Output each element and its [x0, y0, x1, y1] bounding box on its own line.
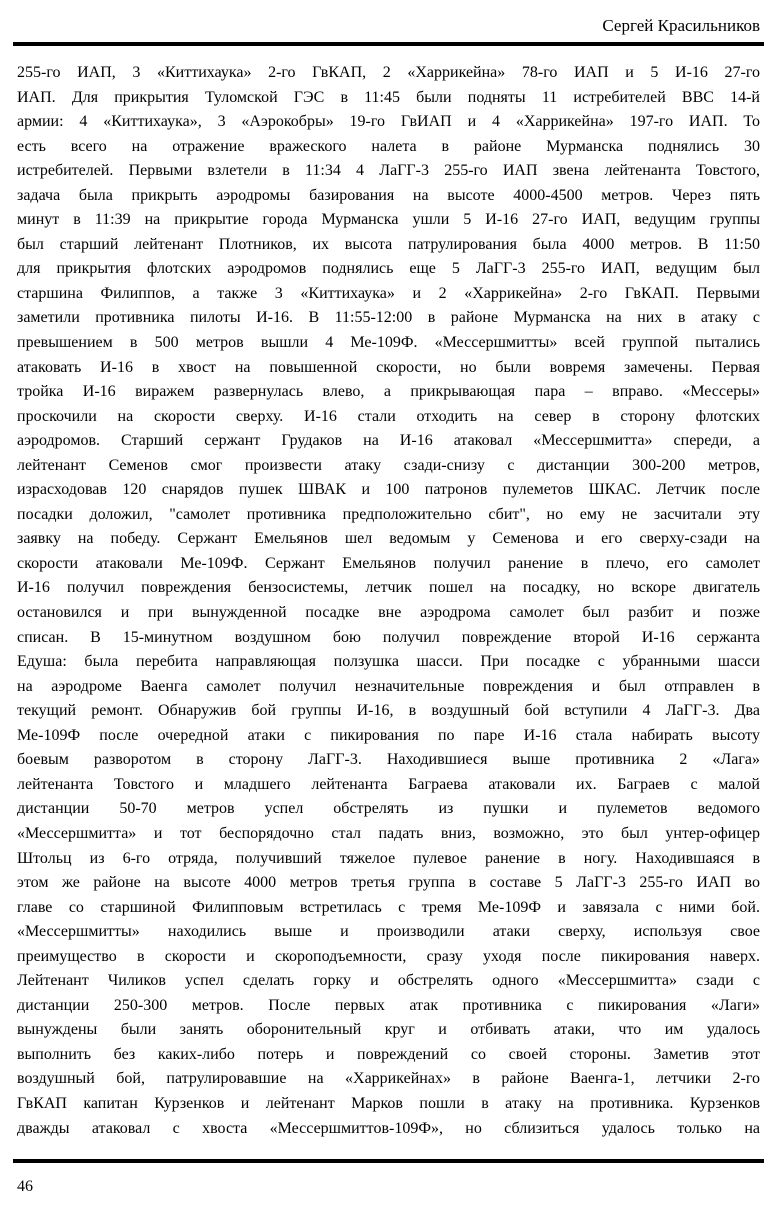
text-line: Едуша: была перебита направляющая ползушка шасси. При посадке с убранными шасси [17, 653, 760, 671]
text-line: ИАП. Для прикрытия Туломской ГЭС в 11:45 были подняты 11 истребителей ВВС 14-й [17, 88, 760, 106]
footer-rule [13, 1159, 764, 1163]
text-line: дистанции 250-300 метров. После первых атак противника с пикирования «Лаги» [17, 996, 760, 1014]
text-line: ГвКАП капитан Курзенков и лейтенант Марков пошли в атаку на противника. Курзенков [17, 1094, 760, 1112]
body-text [17, 61, 760, 1141]
text-line: для прикрытия флотских аэродромов поднялись еще 5 ЛаГГ-3 255-го ИАП, ведущим был [17, 260, 760, 278]
text-line: есть всего на отражение вражеского налета в районе Мурманска поднялись 30 [17, 137, 760, 155]
text-line: задача была прикрыть аэродромы базирования на высоте 4000-4500 метров. Через пять [17, 186, 760, 204]
text-line: воздушный бой, патрулировавшие на «Харрикейнах» в районе Ваенга-1, летчики 2-го [17, 1070, 760, 1088]
text-line: атаковать И-16 в хвост на повышенной скорости, но были вовремя замечены. Первая [17, 358, 760, 376]
text-line: скорости атаковали Ме-109Ф. Сержант Емельянов получил ранение в плечо, его самолет [17, 554, 760, 572]
text-line: превышением в 500 метров вышли 4 Ме-109Ф. «Мессершмитты» всей группой пытались [17, 334, 760, 352]
text-line: боевым разворотом в сторону ЛаГГ-3. Находившиеся выше противника 2 «Лага» [17, 751, 760, 769]
text-line: выполнить без каких-либо потерь и повреждений со своей стороны. Заметив этот [17, 1045, 760, 1063]
text-line: главе со старшиной Филипповым встретилась с тремя Ме-109Ф и завязала с ними бой. [17, 898, 760, 916]
text-line: «Мессершмитты» находились выше и производили атаки сверху, используя свое [17, 923, 760, 941]
text-line: «Мессершмитта» и тот беспорядочно стал падать вниз, возможно, это был унтер-офицер [17, 824, 760, 842]
header-author: Сергей Красильников [602, 16, 760, 35]
text-line: старшина Филиппов, а также 3 «Киттихаука» и 2 «Харрикейна» 2-го ГвКАП. Первыми [17, 284, 760, 302]
text-line: И-16 получил повреждения бензосистемы, летчик пошел на посадку, но вскоре двигатель [17, 579, 760, 597]
text-line: списан. В 15-минутном воздушном бою получил повреждение второй И-16 сержанта [17, 628, 760, 646]
text-line: остановился и при вынужденной посадке вне аэродрома самолет был разбит и позже [17, 604, 760, 622]
text-line: проскочили на скорости сверху. И-16 стали отходить на север в сторону флотских [17, 407, 760, 425]
text-line: истребителей. Первыми взлетели в 11:34 4 ЛаГГ-3 255-го ИАП звена лейтенанта Товстого, [17, 162, 760, 180]
text-line: дистанции 50-70 метров успел обстрелять из пушки и пулеметов ведомого [17, 800, 760, 818]
text-line: этом же районе на высоте 4000 метров третья группа в составе 5 ЛаГГ-3 255-го ИАП во [17, 874, 760, 892]
text-line: тройка И-16 виражем развернулась влево, а прикрывающая пара – вправо. «Мессеры» [17, 383, 760, 401]
text-line: Лейтенант Чиликов успел сделать горку и обстрелять одного «Мессершмитта» сзади с [17, 972, 760, 990]
header-rule [13, 42, 764, 46]
page-number: 46 [17, 1178, 33, 1196]
text-line: израсходовав 120 снарядов пушек ШВАК и 100 патронов пулеметов ШКАС. Летчик после [17, 481, 760, 499]
text-line: аэродромов. Старший сержант Грудаков на И-16 атаковал «Мессершмитта» спереди, а [17, 432, 760, 450]
text-line: текущий ремонт. Обнаружив бой группы И-16, в воздушный бой вступили 4 ЛаГГ-3. Два [17, 702, 760, 720]
text-line: заявку на победу. Сержант Емельянов шел ведомым у Семенова и его сверху-сзади на [17, 530, 760, 548]
text-line: дважды атаковал с хвоста «Мессершмиттов-109Ф», но сблизиться удалось только на [17, 1119, 760, 1137]
page-header [17, 16, 760, 36]
text-line: преимущество в скорости и скороподъемности, сразу уходя после пикирования наверх. [17, 947, 760, 965]
text-line: лейтенант Семенов смог произвести атаку сзади-снизу с дистанции 300-200 метров, [17, 456, 760, 474]
text-line: минут в 11:39 на прикрытие города Мурманска ушли 5 И-16 27-го ИАП, ведущим группы [17, 211, 760, 229]
text-line: вынуждены были занять оборонительный круг и отбивать атаки, что им удалось [17, 1021, 760, 1039]
text-line: лейтенанта Товстого и младшего лейтенанта Баграева атаковали их. Баграев с малой [17, 775, 760, 793]
text-line: Штольц из 6-го отряда, получивший тяжелое пулевое ранение в ногу. Находившаяся в [17, 849, 760, 867]
text-line: посадки доложил, "самолет противника предположительно сбит", но ему не засчитали эту [17, 505, 760, 523]
text-line: армии: 4 «Киттихаука», 3 «Аэрокобры» 19-го ГвИАП и 4 «Харрикейна» 197-го ИАП. То [17, 113, 760, 131]
text-line: был старший лейтенант Плотников, их высота патрулирования была 4000 метров. В 11:50 [17, 235, 760, 253]
text-line: заметили противника пилоты И-16. В 11:55-12:00 в районе Мурманска на них в атаку с [17, 309, 760, 327]
text-line: на аэродроме Ваенга самолет получил незначительные повреждения и был отправлен в [17, 677, 760, 695]
text-line: Ме-109Ф после очередной атаки с пикирования по паре И-16 стала набирать высоту [17, 726, 760, 744]
text-line: 255-го ИАП, 3 «Киттихаука» 2-го ГвКАП, 2 «Харрикейна» 78-го ИАП и 5 И-16 27-го [17, 64, 760, 81]
